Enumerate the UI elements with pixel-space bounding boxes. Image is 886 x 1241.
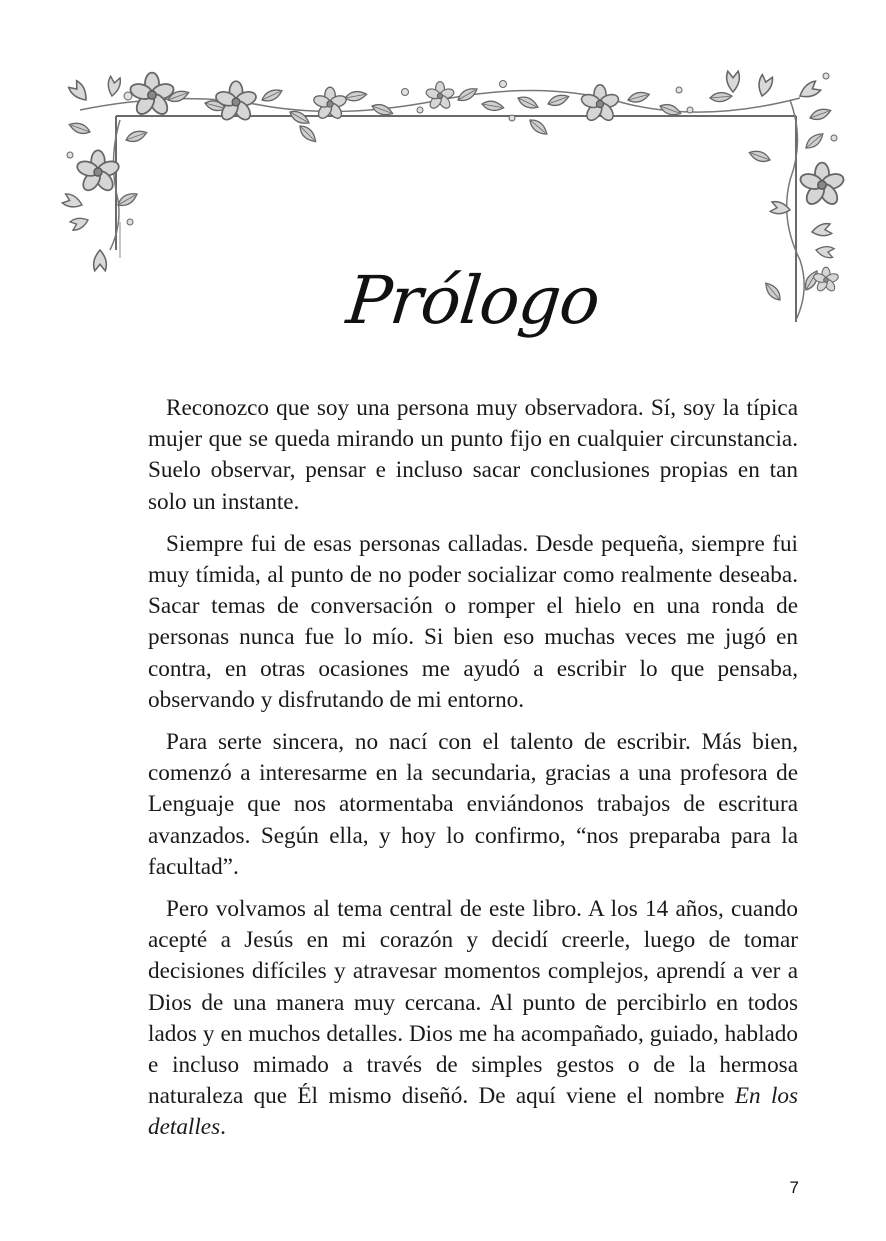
paragraph-1: Reconozco que soy una persona muy observadora. Sí, soy la típica mujer que se queda mirando un punto fijo en cualquier circunstancia. Suelo observar, pensar e incluso sacar conclusiones propias en tan solo un instante. bbox=[148, 395, 798, 515]
paragraph-4-end: . bbox=[220, 1114, 226, 1141]
paragraph-4 bbox=[148, 894, 798, 1144]
body-text bbox=[148, 393, 798, 1155]
paragraph-3: Para serte sincera, no nací con el talento de escribir. Más bien, comenzó a interesarme en la secundaria, gracias a una profesora de Lenguaje que nos atormentaba enviándonos trabajos de escritura avanzados. Según ella, y hoy lo confirmo, “nos preparaba para la facultad”. bbox=[148, 729, 798, 880]
page-title: Prólogo bbox=[343, 262, 603, 340]
paragraph-2: Siempre fui de esas personas calladas. Desde pequeña, siempre fui muy tímida, al punto de no poder socializar como realmente deseaba. Sacar temas de conversación o romper el hielo en una ronda de personas nunca fue lo mío. Si bien eso muchas veces me jugó en contra, en otras ocasiones me ayudó a escribir lo que pensaba, observando y disfrutando de mi entorno. bbox=[148, 530, 798, 713]
paragraph-4-text: Pero volvamos al tema central de este libro. A los 14 años, cuando acepté a Jesús en mi corazón y decidí creerle, luego de tomar decisiones difíciles y atravesar momentos complejos, aprendí a ver a Dios de una manera muy cercana. Al punto de percibirlo en todos lados y en muchos detalles. Dios me ha acompañado, guiado, hablado e incluso mimado a través de simples gestos o de la hermosa naturaleza que Él mismo diseñó. De aquí viene el nombre bbox=[148, 896, 798, 1110]
page-number: 7 bbox=[789, 1178, 799, 1197]
book-title-italic: En los detalles bbox=[148, 1083, 799, 1141]
